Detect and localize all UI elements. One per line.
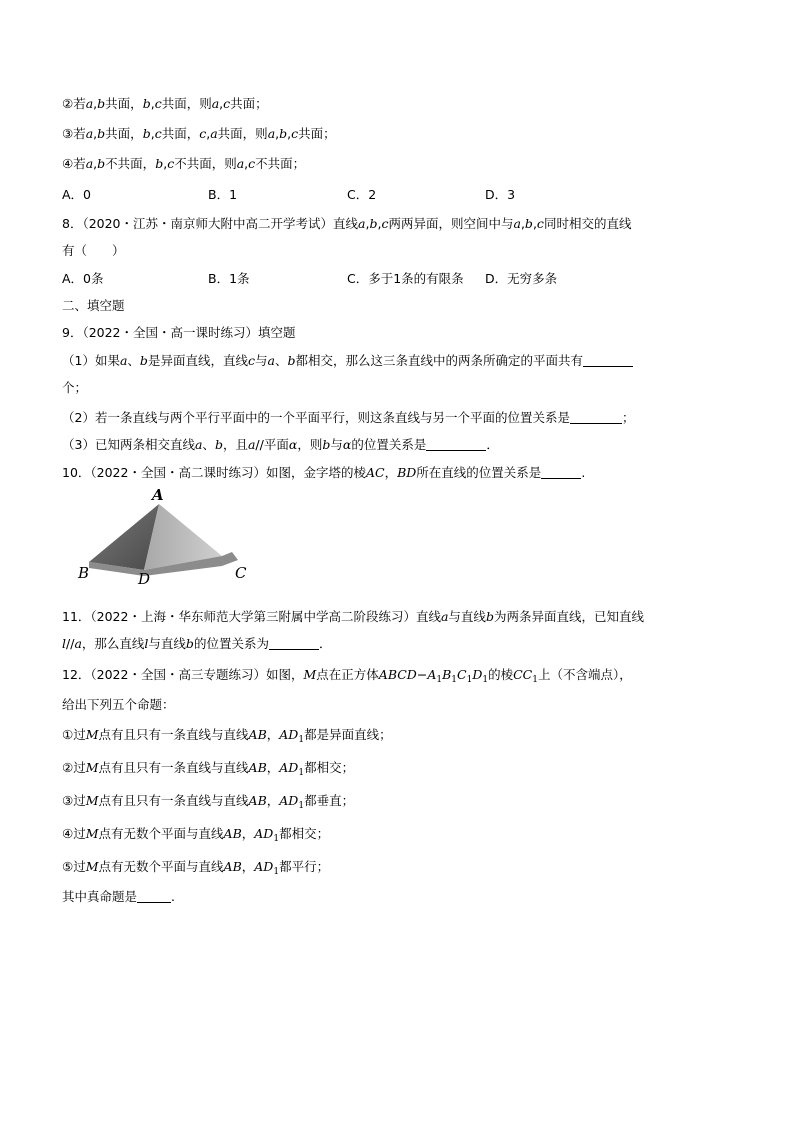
q8-option-c: C．多于1条的有限条 — [347, 271, 464, 286]
q8-option-d: D．无穷多条 — [485, 271, 558, 286]
q7-option-c: C．2 — [347, 187, 377, 202]
q8-stem: 8．（2020・江苏・南京师大附中高二开学考试）直线a,b,c两两异面，则空间中与a,b,c同时相交的直线 — [62, 216, 632, 231]
q9-stem: 9．（2022・全国・高一课时练习）填空题 — [62, 325, 296, 340]
q9-part-3: （3）已知两条相交直线a、b，且a//平面α，则b与α的位置关系是 ． — [62, 437, 499, 452]
label-a: A — [152, 486, 164, 504]
q12-stem: 12．（2022・全国・高三专题练习）如图，M点在正方体$ABCD-A_1B_1C_1D_1$的棱$CC_1$上（不含端点）， — [62, 667, 632, 685]
label-b: B — [78, 564, 90, 582]
label-c: C — [235, 564, 247, 582]
proposition-4: ④过M点有无数个平面与直线AB，$AD_1$都相交； — [62, 826, 330, 844]
q8-option-a: A．0条 — [62, 271, 104, 286]
proposition-5: ⑤过M点有无数个平面与直线AB，$AD_1$都平行； — [62, 859, 330, 877]
proposition-2: ②过M点有且只有一条直线与直线AB，$AD_1$都相交； — [62, 760, 355, 778]
proposition-3: ③过M点有且只有一条直线与直线AB，$AD_1$都垂直； — [62, 793, 355, 811]
q8-option-b: B．1条 — [208, 271, 250, 286]
q8-stem-2: 有（ ） — [62, 243, 125, 258]
section-heading: 二、填空题 — [62, 298, 125, 313]
statement-4: ④若a,b不共面，b,c不共面，则a,c不共面； — [62, 156, 306, 171]
q7-option-b: B．1 — [208, 187, 238, 202]
pyramid-figure — [72, 486, 258, 586]
q10-stem: 10．（2022・全国・高二课时练习）如图，金字塔的棱AC，BD所在直线的位置关系是 . — [62, 465, 586, 480]
q9-part-2: （2）若一条直线与两个平行平面中的一个平面平行，则这条直线与另一个平面的位置关系是 ； — [62, 410, 635, 425]
q11-stem-2: l//a，那么直线l与直线b的位置关系为 ． — [62, 636, 332, 651]
statement-3: ③若a,b共面，b,c共面，c,a共面，则a,b,c共面； — [62, 126, 336, 141]
q12-answer-line: 其中真命题是 . — [62, 889, 175, 904]
statement-2: ②若a,b共面，b,c共面，则a,c共面； — [62, 96, 268, 111]
q9-part-1-end: 个； — [62, 380, 88, 395]
label-d: D — [138, 570, 151, 586]
q12-stem-2: 给出下列五个命题： — [62, 697, 175, 712]
q11-stem: 11．（2022・上海・华东师范大学第三附属中学高二阶段练习）直线a与直线b为两条异面直线，已知直线 — [62, 609, 644, 624]
proposition-1: ①过M点有且只有一条直线与直线AB，$AD_1$都是异面直线； — [62, 727, 392, 745]
q7-option-a: A．0 — [62, 187, 92, 202]
q7-option-d: D．3 — [485, 187, 516, 202]
q9-part-1: （1）如果a、b是异面直线，直线c与a、b都相交，那么这三条直线中的两条所确定的平面共有 — [62, 352, 633, 370]
